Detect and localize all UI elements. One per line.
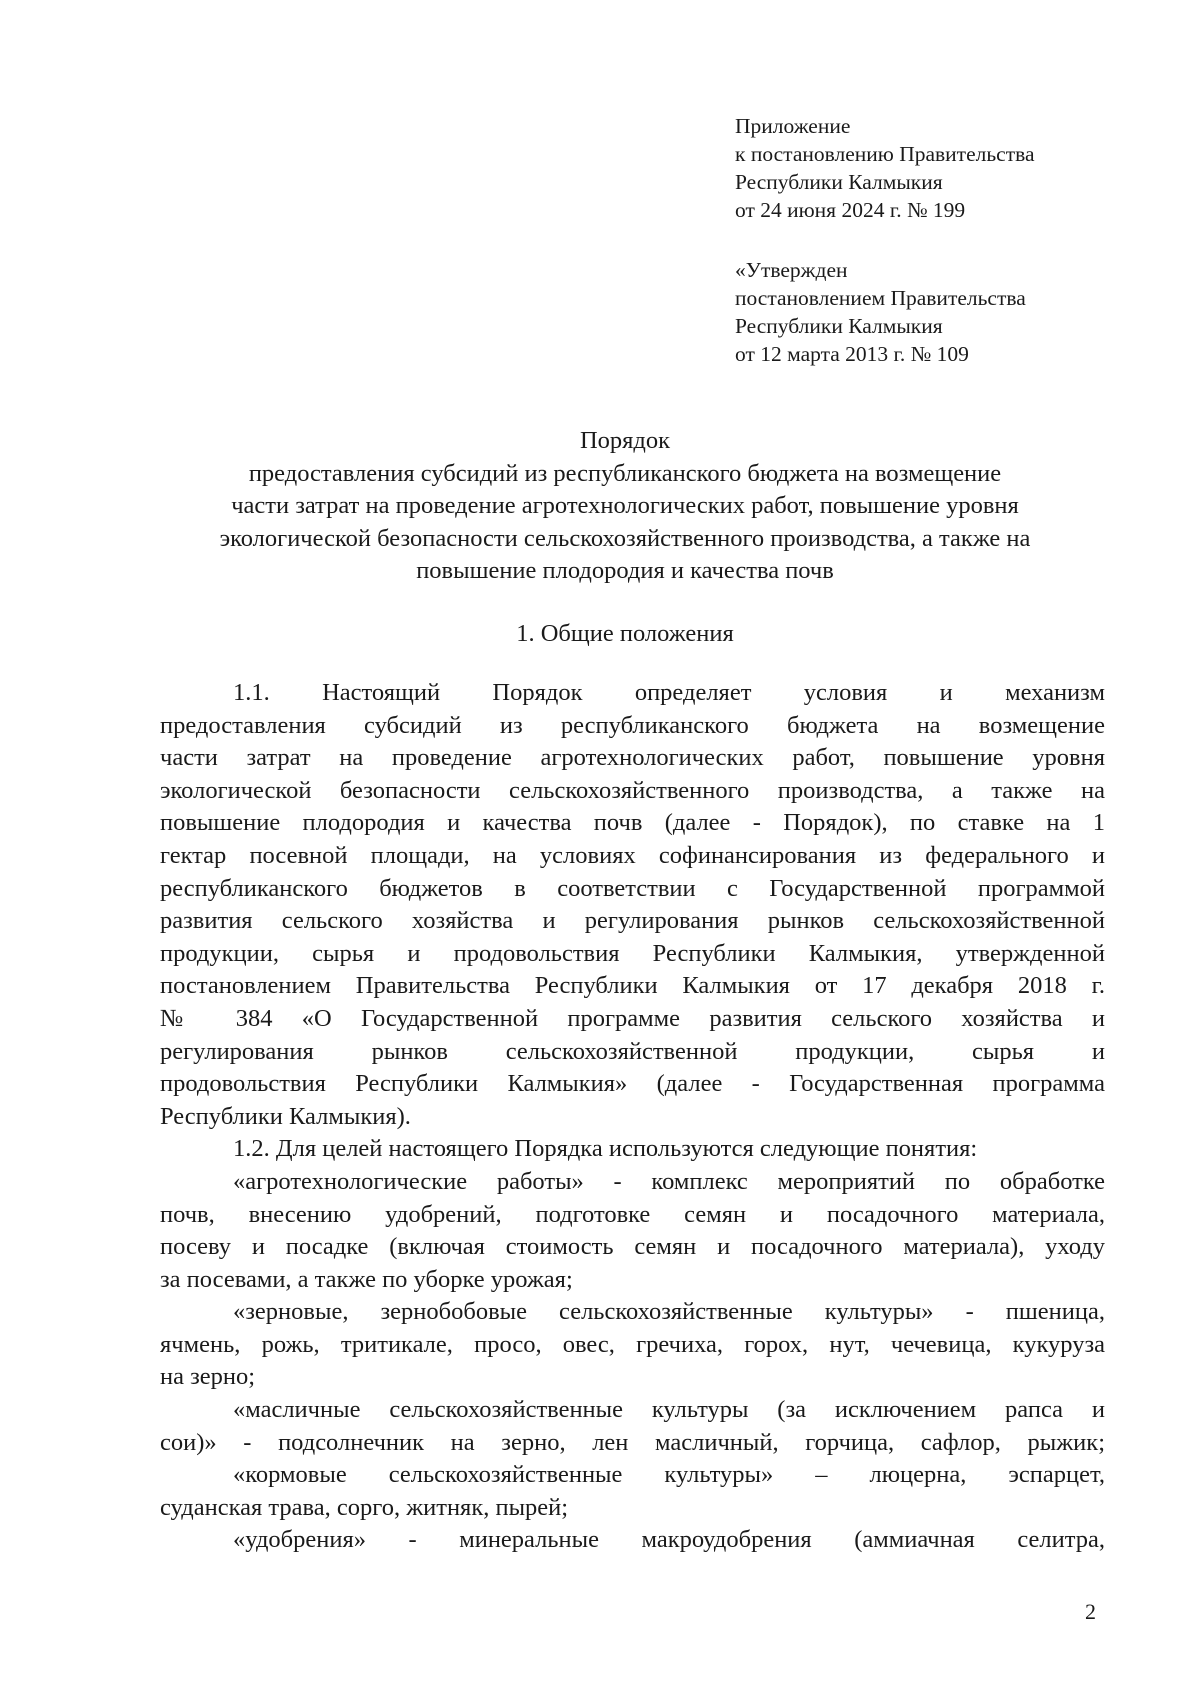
body-line: части затрат на проведение агротехнологических работ, повышение уровня — [160, 744, 1105, 772]
approval-line: от 12 марта 2013 г. № 109 — [735, 342, 969, 366]
body-line: почв, внесению удобрений, подготовке семян и посадочного материала, — [160, 1200, 1105, 1228]
body-line: повышение плодородия и качества почв (далее - Порядок), по ставке на 1 — [160, 809, 1105, 837]
body-line: № 384 «О Государственной программе развития сельского хозяйства и — [160, 1004, 1105, 1032]
document-title — [150, 425, 1100, 588]
title-line: предоставления субсидий из республиканского бюджета на возмещение — [248, 459, 1002, 487]
body-line: предоставления субсидий из республиканского бюджета на возмещение — [160, 711, 1105, 739]
approval-line: Приложение — [735, 114, 851, 138]
body-line: «зерновые, зернобобовые сельскохозяйственные культуры» - пшеница, — [233, 1298, 1105, 1326]
approval-line: к постановлению Правительства — [735, 142, 1035, 166]
approval-line: от 24 июня 2024 г. № 199 — [735, 198, 966, 222]
body-line: постановлением Правительства Республики Калмыкия от 17 декабря 2018 г. — [160, 972, 1105, 1000]
body-line: Республики Калмыкия). — [160, 1102, 411, 1130]
body-line: продукции, сырья и продовольствия Республики Калмыкия, утвержденной — [160, 939, 1105, 967]
body-line: республиканского бюджетов в соответствии с Государственной программой — [160, 874, 1105, 902]
body-text — [160, 677, 1105, 1557]
approval-line: Республики Калмыкия — [735, 314, 943, 338]
body-line: гектар посевной площади, на условиях софинансирования из федерального и — [160, 841, 1105, 869]
body-line: «агротехнологические работы» - комплекс мероприятий по обработке — [233, 1167, 1105, 1195]
page-number: 2 — [1085, 1599, 1096, 1624]
body-line: продовольствия Республики Калмыкия» (далее - Государственная программа — [160, 1070, 1105, 1098]
body-line: экологической безопасности сельскохозяйственного производства, а также на — [160, 776, 1105, 804]
body-line: ячмень, рожь, тритикале, просо, овес, гречиха, горох, нут, чечевица, кукуруза — [160, 1330, 1105, 1358]
approval-line: «Утвержден — [735, 258, 848, 282]
approval-stamp-original — [735, 256, 1026, 368]
title-word: Порядок — [579, 427, 671, 454]
title-line: экологической безопасности сельскохозяйственного производства, а также на — [219, 524, 1031, 552]
body-line: развития сельского хозяйства и регулирования рынков сельскохозяйственной — [160, 907, 1105, 935]
body-line: суданская трава, сорго, житняк, пырей; — [160, 1493, 569, 1521]
approval-line: Республики Калмыкия — [735, 170, 943, 194]
body-line: 1.1. Настоящий Порядок определяет условия и механизм — [233, 679, 1105, 706]
body-line: на зерно; — [160, 1363, 256, 1391]
body-line: «масличные сельскохозяйственные культуры (за исключением рапса и — [233, 1396, 1105, 1424]
approval-line: постановлением Правительства — [735, 286, 1026, 310]
body-line: «кормовые сельскохозяйственные культуры» – люцерна, эспарцет, — [233, 1461, 1105, 1489]
title-line: повышение плодородия и качества почв — [416, 557, 834, 584]
body-line: за посевами, а также по уборке урожая; — [160, 1265, 573, 1293]
body-line: посеву и посадке (включая стоимость семян и посадочного материала), уходу — [160, 1233, 1105, 1261]
title-line: части затрат на проведение агротехнологических работ, повышение уровня — [231, 492, 1019, 519]
approval-stamp-current — [735, 112, 1035, 224]
section-heading: 1. Общие положения — [516, 620, 734, 647]
body-line: 1.2. Для целей настоящего Порядка используются следующие понятия: — [233, 1135, 978, 1163]
body-line: сои)» - подсолнечник на зерно, лен масличный, горчица, сафлор, рыжик; — [160, 1428, 1105, 1456]
body-line: регулирования рынков сельскохозяйственной продукции, сырья и — [160, 1037, 1105, 1065]
body-line: «удобрения» - минеральные макроудобрения (аммиачная селитра, — [233, 1526, 1105, 1554]
